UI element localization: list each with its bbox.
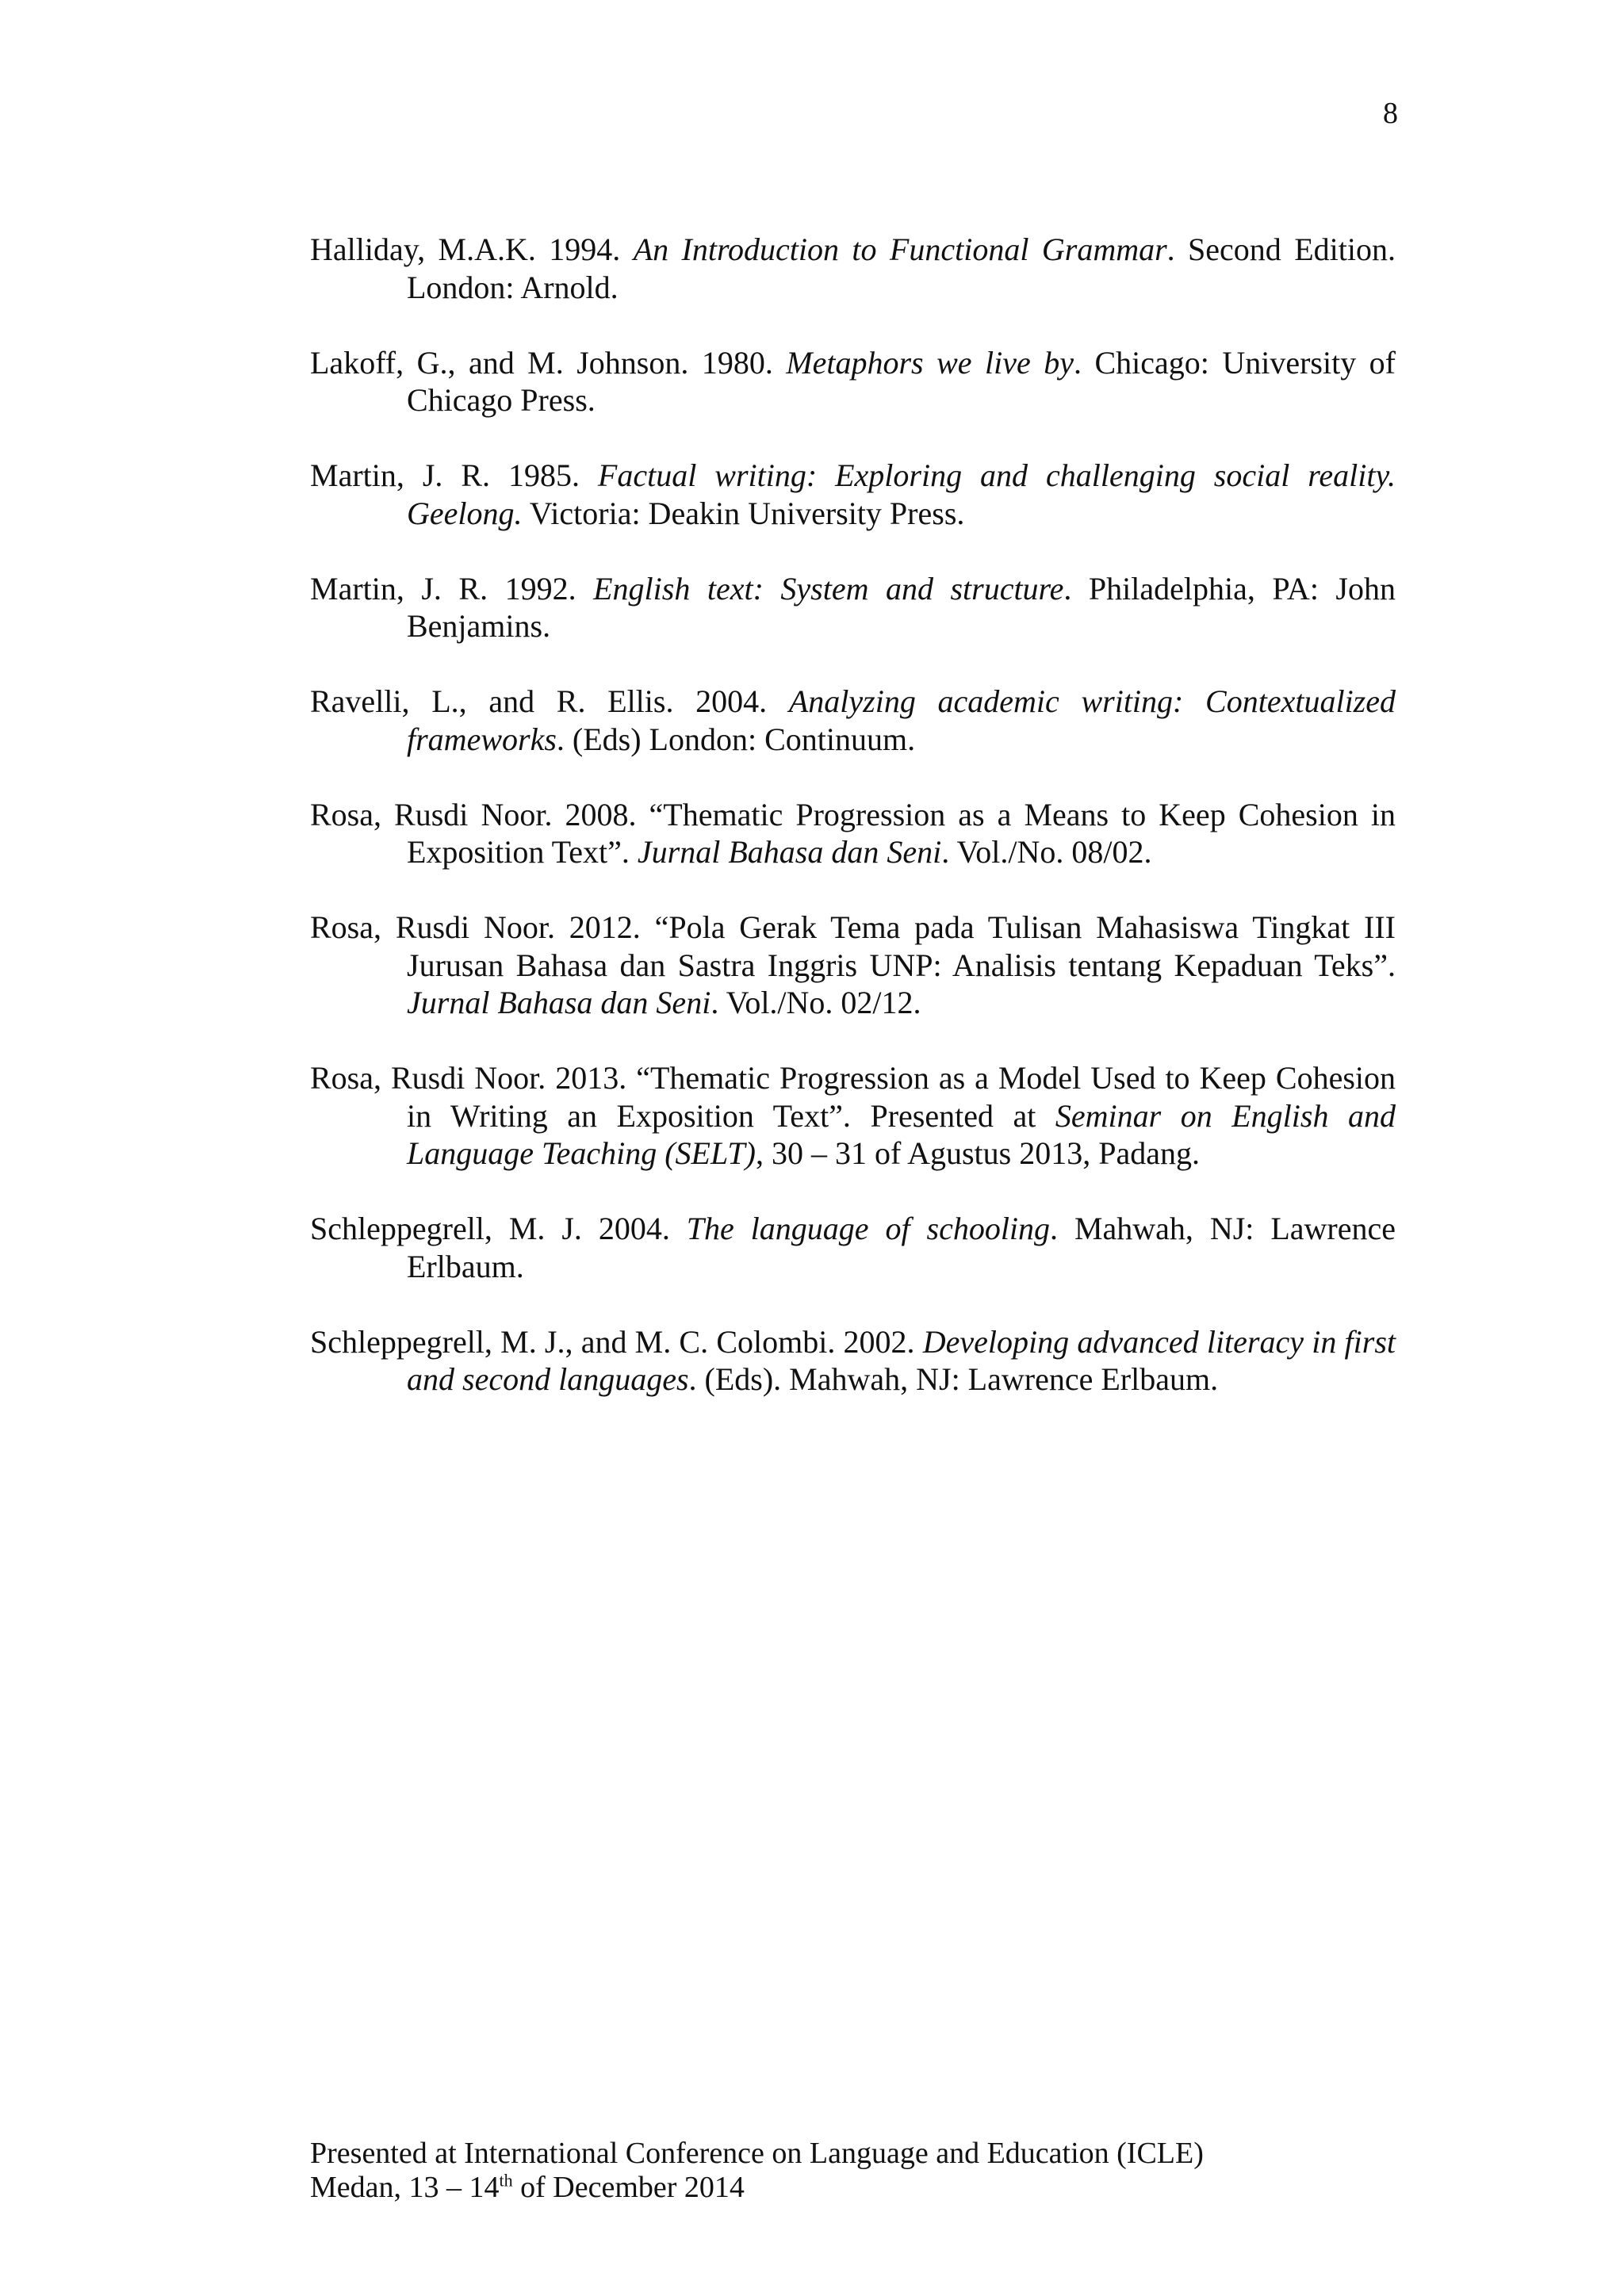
- reference-tail: . (Eds) London: Continuum.: [556, 721, 916, 757]
- page-footer: [310, 2137, 1204, 2205]
- footer-conference-line: Presented at International Conference on Language and Education (ICLE): [310, 2137, 1204, 2170]
- reference-tail: . Second Edition. London: Arnold.: [407, 232, 1396, 305]
- reference-lead: Halliday, M.A.K. 1994.: [310, 232, 634, 267]
- reference-title: Analyzing academic writing: Contextualized frameworks: [407, 683, 1396, 757]
- reference-lead: Rosa, Rusdi Noor. 2008. “Thematic Progression as a Means to Keep Cohesion in Exposition Text”.: [310, 796, 1396, 870]
- reference-tail: . Vol./No. 02/12.: [710, 985, 921, 1020]
- reference-title: Jurnal Bahasa dan Seni: [407, 985, 711, 1020]
- reference-title: English text: System and structure: [593, 570, 1064, 607]
- reference-entry: [310, 796, 1396, 871]
- reference-title: Metaphors we live by: [786, 344, 1074, 381]
- reference-title: Seminar on English and Language Teaching (SELT): [407, 1097, 1396, 1171]
- reference-tail: , 30 – 31 of Agustus 2013, Padang.: [755, 1135, 1200, 1171]
- reference-entry: [310, 570, 1396, 645]
- reference-entry: [310, 1323, 1396, 1399]
- reference-title: Developing advanced literacy in first and second languages: [407, 1323, 1396, 1397]
- reference-lead: Lakoff, G., and M. Johnson. 1980.: [310, 344, 787, 381]
- reference-lead: Schleppegrell, M. J., and M. C. Colombi. 2002.: [310, 1323, 923, 1360]
- reference-tail: Victoria: Deakin University Press.: [522, 495, 965, 531]
- reference-entry: [310, 457, 1396, 532]
- reference-entry: [310, 1210, 1396, 1285]
- reference-lead: Martin, J. R. 1992.: [310, 570, 594, 607]
- reference-tail: . Vol./No. 08/02.: [941, 834, 1152, 870]
- reference-tail: . Philadelphia, PA: John Benjamins.: [407, 570, 1396, 644]
- reference-entry: [310, 683, 1396, 758]
- footer-date-suffix: of December 2014: [512, 2171, 745, 2204]
- reference-tail: . (Eds). Mahwah, NJ: Lawrence Erlbaum.: [688, 1361, 1219, 1397]
- page-number: 8: [1383, 97, 1398, 130]
- footer-date-prefix: Medan, 13 – 14: [310, 2171, 500, 2204]
- reference-title: Jurnal Bahasa dan Seni: [637, 834, 942, 870]
- reference-entry: [310, 1059, 1396, 1173]
- reference-lead: Rosa, Rusdi Noor. 2012. “Pola Gerak Tema pada Tulisan Mahasiswa Tingkat III Jurusan Bahasa dan Sastra Inggris UNP: Analisis tentang Kepaduan Teks”.: [310, 909, 1396, 983]
- reference-lead: Ravelli, L., and R. Ellis. 2004.: [310, 683, 789, 719]
- footer-date-line: [310, 2171, 1204, 2205]
- reference-entry: [310, 231, 1396, 306]
- footer-date-ordinal: th: [499, 2170, 513, 2191]
- reference-tail: . Chicago: University of Chicago Press.: [407, 344, 1396, 418]
- reference-lead: Schleppegrell, M. J. 2004.: [310, 1211, 687, 1246]
- reference-lead: Martin, J. R. 1985.: [310, 457, 598, 493]
- reference-lead: Rosa, Rusdi Noor. 2013. “Thematic Progression as a Model Used to Keep Cohesion in Writing an Exposition Text”. Presented at: [310, 1060, 1396, 1134]
- reference-entry: [310, 909, 1396, 1022]
- reference-entry: [310, 344, 1396, 419]
- reference-title: The language of schooling: [686, 1211, 1051, 1246]
- reference-title: An Introduction to Functional Grammar: [633, 232, 1167, 267]
- reference-list: [310, 231, 1396, 1436]
- reference-tail: . Mahwah, NJ: Lawrence Erlbaum.: [407, 1211, 1396, 1284]
- reference-title: Factual writing: Exploring and challenging social reality. Geelong.: [407, 457, 1396, 531]
